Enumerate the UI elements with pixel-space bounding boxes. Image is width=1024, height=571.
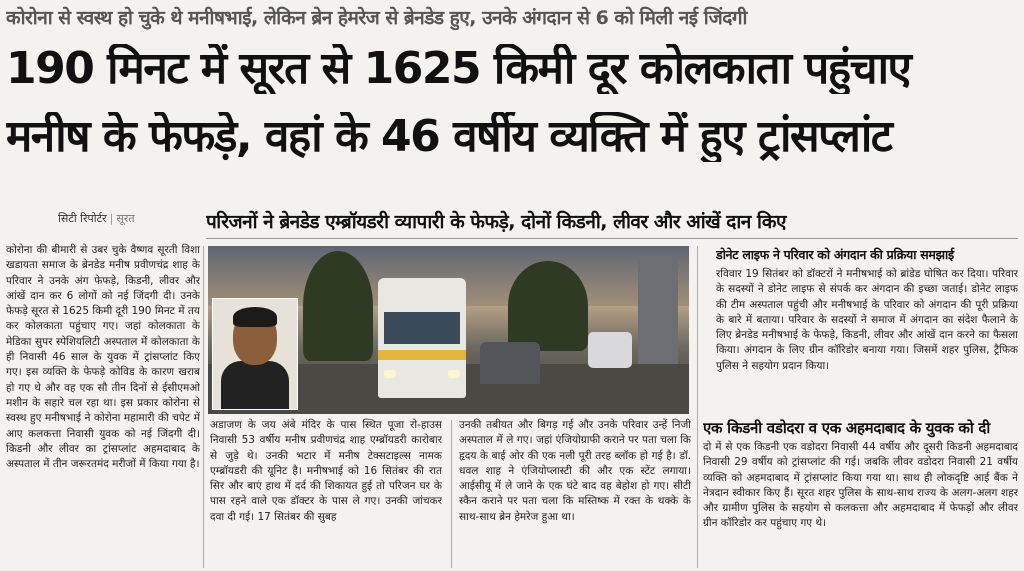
subheadline: परिजनों ने ब्रेनडेड एम्ब्रॉयडरी व्यापारी के फेफड़े, दोनों किडनी, लीवर और आंखें दान किए: [206, 208, 1018, 239]
article-column-1: कोरोना की बीमारी से उबर चुके वैष्णव सूरती विशा खडायता समाज के ब्रेनडेड मनीष प्रवीणचंद्र शाह के परिवार ने उनके अंग फेफड़े, किडनी, लीवर और आंखें दान कर 6 लोगों को नई जिंदगी दी। उनके फेफड़े सूरत से 1625 किमी दूरी 190 मिनट में तय कर कोलकाता पहुंचाए गए। जहां कोलकाता के मेडिका सुपर स्पेशियलिटी अस्पताल में कोलकाता के ही निवासी 46 साल के युवक में ट्रांसप्लांट किए गए। इस व्यक्ति के फेफड़े कोविड के कारण खराब हो गए थे और वह एक सौ तीन दिनों से ईसीएमओ मशीन के सहारे चल रहा था। इस प्रकार कोरोना से स्वस्थ हुए मनीषभाई ने कोरोना महामारी की चपेट में आए कलकत्ता निवासी युवक को नई जिंदगी दी। किडनी और लीवर का ट्रांसप्लांट अहमदाबाद के अस्पताल में तीन जरूरतमंद मरीजों में किया गया है।: [6, 244, 200, 471]
byline-city: सूरत: [116, 212, 135, 225]
sidebar-text-2: दो में से एक किडनी एक वडोदरा निवासी 44 वर्षीय और दूसरी किडनी अहमदाबाद निवासी 29 वर्षीय को ट्रांसप्लांट की गई। जबकि लीवर वडोदरा निवासी 21 वर्षीय व्यक्ति को अहमदाबाद में ट्रांसप्लांट किया गया था। साथ ही लोकदृष्टि आई बैंक ने नेत्रदान स्वीकार किए हैं। सूरत शहर पुलिस के साथ-साथ राज्य के अलग-अलग शहर और ग्रामीण पुलिस के सहयोग से कलकत्ता और अहमदाबाद में फेफड़ों और लीवर ग्रीन कॉरिडोर कर पहुंचाए गए थे।: [703, 441, 1018, 530]
portrait-inset: [212, 298, 298, 410]
column-divider: [451, 420, 452, 568]
news-photo-ambulance: [208, 246, 689, 414]
column-divider: [203, 246, 204, 568]
byline-reporter: सिटी रिपोर्टर: [58, 212, 107, 225]
sidebar-text-1: रविवार 19 सितंबर को डॉक्टरों ने मनीषभाई को ब्रांडेड घोषित कर दिया। परिवार के सदस्यों ने डोनेट लाइफ से संपर्क कर अंगदान की इच्छा जताई। डोनेट लाइफ की टीम अस्पताल पहुंची और मनीषभाई के परिवार को अंगदान की पूरी प्रक्रिया के बारे में बताया। परिवार के सदस्यों ने समाज में अंगदान का संदेश फैलाने के लिए ब्रेनडेड मनीषभाई के फेफड़े, किडनी, लीवर और आंखें दान करने का फैसला किया। अंगदान के लिए ग्रीन कॉरिडोर बनाया गया। जिसमें शहर पुलिस, ट्रैफिक पुलिस ने सहयोग प्रदान किया।: [716, 268, 1018, 372]
byline: सिटी रिपोर्टर | सूरत: [58, 212, 135, 225]
ambulance: [378, 278, 466, 398]
sidebar-heading-2: एक किडनी वडोदरा व एक अहमदाबाद के युवक को दी: [703, 419, 990, 437]
headline-line-1: 190 मिनट में सूरत से 1625 किमी दूर कोलकाता पहुंचाए: [6, 44, 911, 94]
column-divider: [697, 246, 698, 568]
article-column-3: उनकी तबीयत और बिगड़ गई और उनके परिवार उन्हें निजी अस्पताल में ले गए। जहां एंजियोग्राफी कराने पर पता चला कि हृदय के बाई ओर की एक नली पूरी तरह ब्लॉक हो गई है। डॉ. धवल शाह ने एंजियोप्लास्टी की और एक स्टेंट लगाया। आईसीयू में ले जाने के एक घंटे बाद वह बेहोश हो गए। सीटी स्कैन कराने पर पता चला कि मस्तिष्क में रक्त के थक्के के साथ-साथ ब्रेन हेमरेज हुआ था।: [459, 419, 691, 523]
headline-line-2: मनीष के फेफड़े, वहां के 46 वर्षीय व्यक्ति में हुए ट्रांसप्लांट: [6, 112, 892, 162]
article-column-2: अडाजण के जय अंबे मंदिर के पास स्थित पूजा रो-हाउस निवासी 53 वर्षीय मनीष प्रवीणचंद्र शाह एम्ब्रॉयडरी कारोबार से जुड़े थे। उनकी भटार में मनीष टेक्सटाइल्स नामक एम्ब्रॉयडरी की यूनिट है। मनीषभाई को 16 सितंबर की रात सिर और बाएं हाथ में दर्द की शिकायत हुई तो परिजन घर के पास रहने वाले एक डॉक्टर के पास ले गए। उनकी जांचकर दवा दी गई। 17 सितंबर की सुबह: [210, 419, 442, 523]
sidebar-heading-1: डोनेट लाइफ ने परिवार को अंगदान की प्रक्रिया समझाई: [716, 247, 954, 262]
kicker-headline: कोरोना से स्वस्थ हो चुके थे मनीषभाई, लेकिन ब्रेन हेमरेज से ब्रेनडेड हुए, उनके अंगदान से 6 को मिली नई जिंदगी: [6, 7, 747, 29]
